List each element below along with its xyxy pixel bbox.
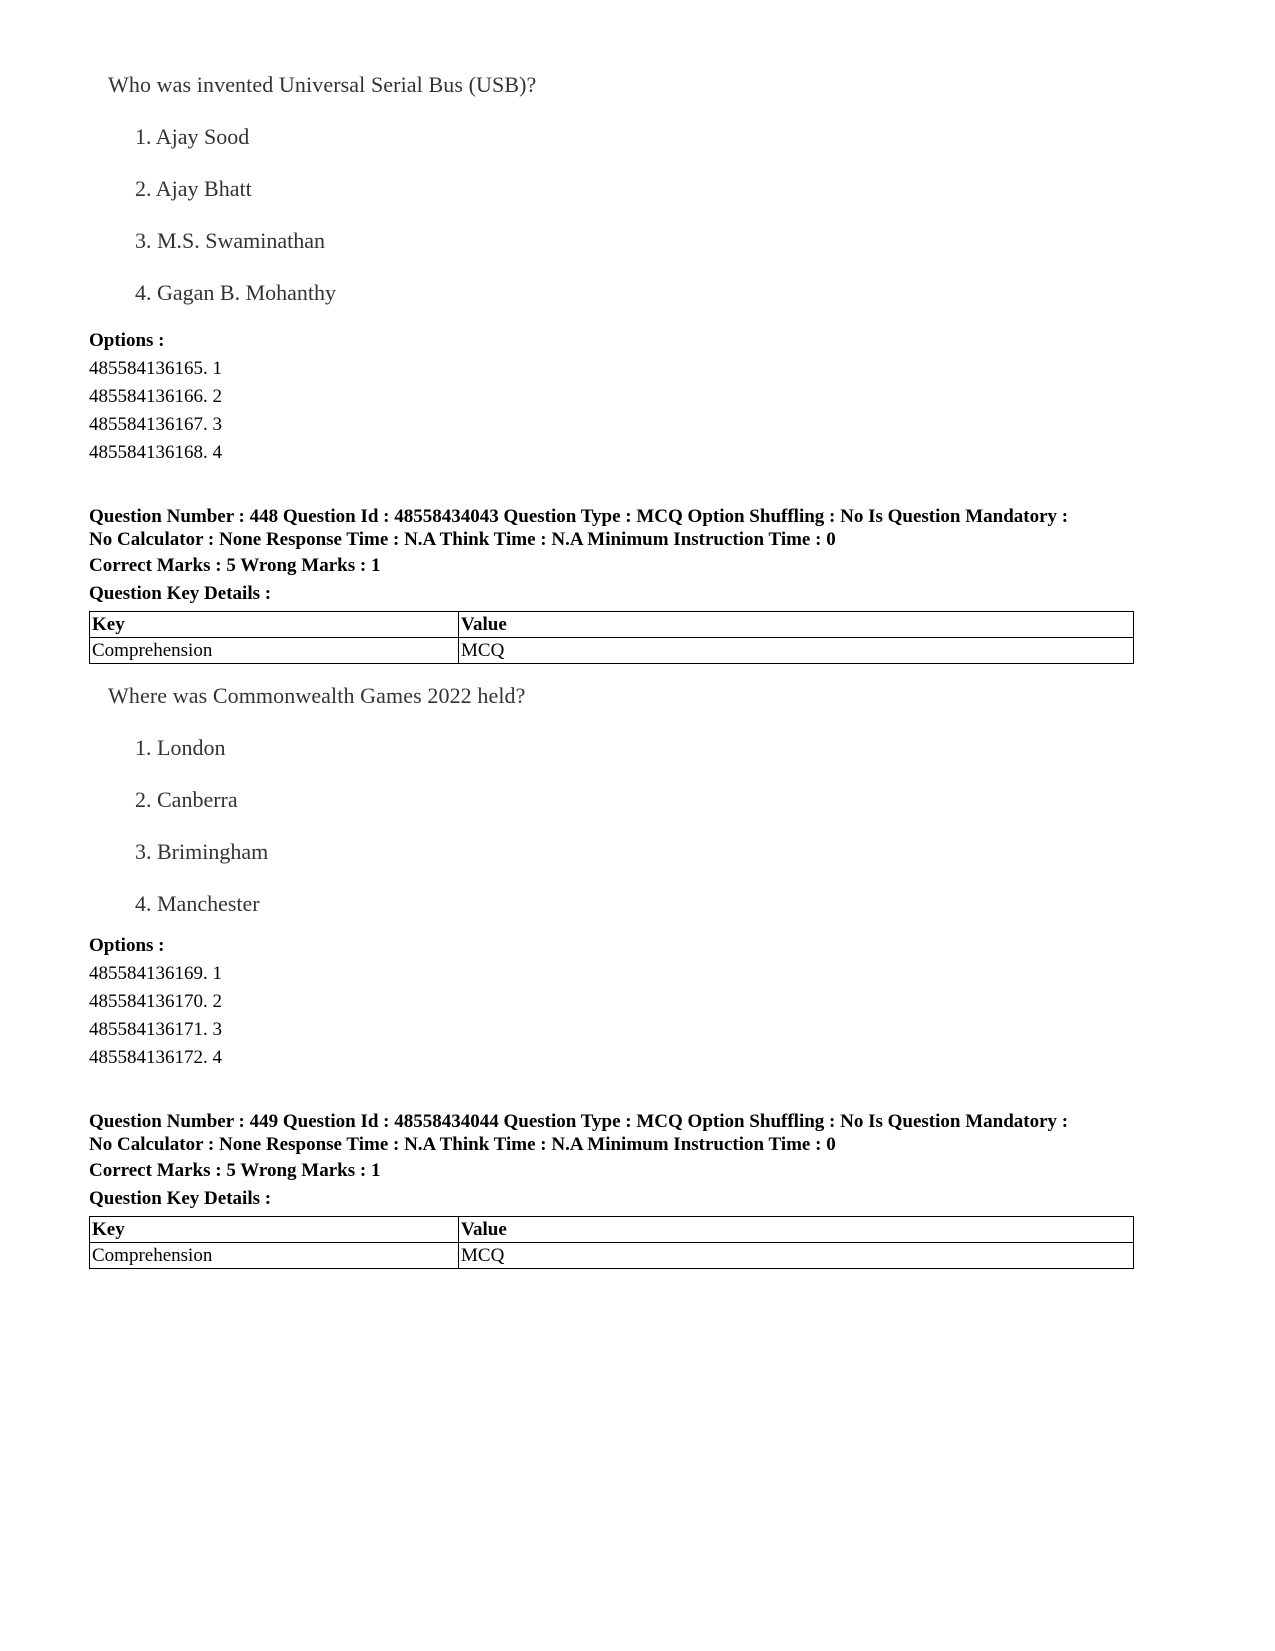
key-details-label: Question Key Details : bbox=[89, 1188, 272, 1209]
option-id: 485584136165. 1 bbox=[89, 358, 222, 379]
key-details-table bbox=[89, 611, 1134, 664]
marks-line: Correct Marks : 5 Wrong Marks : 1 bbox=[89, 555, 381, 576]
question-meta-line: Question Number : 448 Question Id : 48558434043 Question Type : MCQ Option Shuffling : No Is Question Mandatory : bbox=[89, 506, 1069, 527]
table-header-cell: Key bbox=[90, 1217, 459, 1243]
table-cell: MCQ bbox=[459, 1243, 1134, 1269]
table-header-cell: Value bbox=[459, 1217, 1134, 1243]
key-details-table bbox=[89, 1216, 1134, 1269]
option-id: 485584136170. 2 bbox=[89, 991, 222, 1012]
options-label: Options : bbox=[89, 935, 165, 956]
choice-item: 1. London bbox=[135, 735, 226, 760]
option-id: 485584136168. 4 bbox=[89, 442, 222, 463]
question-meta bbox=[89, 1110, 1209, 1156]
key-details-label: Question Key Details : bbox=[89, 583, 272, 604]
question-meta bbox=[89, 505, 1209, 551]
choice-item: 3. Brimingham bbox=[135, 839, 269, 864]
table-header-cell: Key bbox=[90, 612, 459, 638]
question-meta-line: Question Number : 449 Question Id : 48558434044 Question Type : MCQ Option Shuffling : No Is Question Mandatory : bbox=[89, 1111, 1069, 1132]
choice-item: 3. M.S. Swaminathan bbox=[135, 228, 326, 253]
option-id: 485584136172. 4 bbox=[89, 1047, 222, 1068]
choice-item: 4. Gagan B. Mohanthy bbox=[135, 280, 337, 305]
question-text: Where was Commonwealth Games 2022 held? bbox=[108, 683, 526, 708]
marks-line: Correct Marks : 5 Wrong Marks : 1 bbox=[89, 1160, 381, 1181]
option-id: 485584136169. 1 bbox=[89, 963, 222, 984]
table-header-row bbox=[90, 612, 1134, 638]
question-meta-line: No Calculator : None Response Time : N.A Think Time : N.A Minimum Instruction Time : 0 bbox=[89, 529, 836, 550]
choice-item: 4. Manchester bbox=[135, 891, 260, 916]
table-cell: Comprehension bbox=[90, 638, 459, 664]
options-label: Options : bbox=[89, 330, 165, 351]
choice-item: 2. Ajay Bhatt bbox=[135, 176, 252, 201]
option-id: 485584136166. 2 bbox=[89, 386, 222, 407]
choice-item: 1. Ajay Sood bbox=[135, 124, 250, 149]
table-header-cell: Value bbox=[459, 612, 1134, 638]
option-id: 485584136167. 3 bbox=[89, 414, 222, 435]
question-meta-line: No Calculator : None Response Time : N.A Think Time : N.A Minimum Instruction Time : 0 bbox=[89, 1134, 836, 1155]
table-row bbox=[90, 638, 1134, 664]
option-id: 485584136171. 3 bbox=[89, 1019, 222, 1040]
question-text: Who was invented Universal Serial Bus (USB)? bbox=[108, 72, 537, 97]
choice-item: 2. Canberra bbox=[135, 787, 238, 812]
table-cell: Comprehension bbox=[90, 1243, 459, 1269]
table-header-row bbox=[90, 1217, 1134, 1243]
table-cell: MCQ bbox=[459, 638, 1134, 664]
table-row bbox=[90, 1243, 1134, 1269]
